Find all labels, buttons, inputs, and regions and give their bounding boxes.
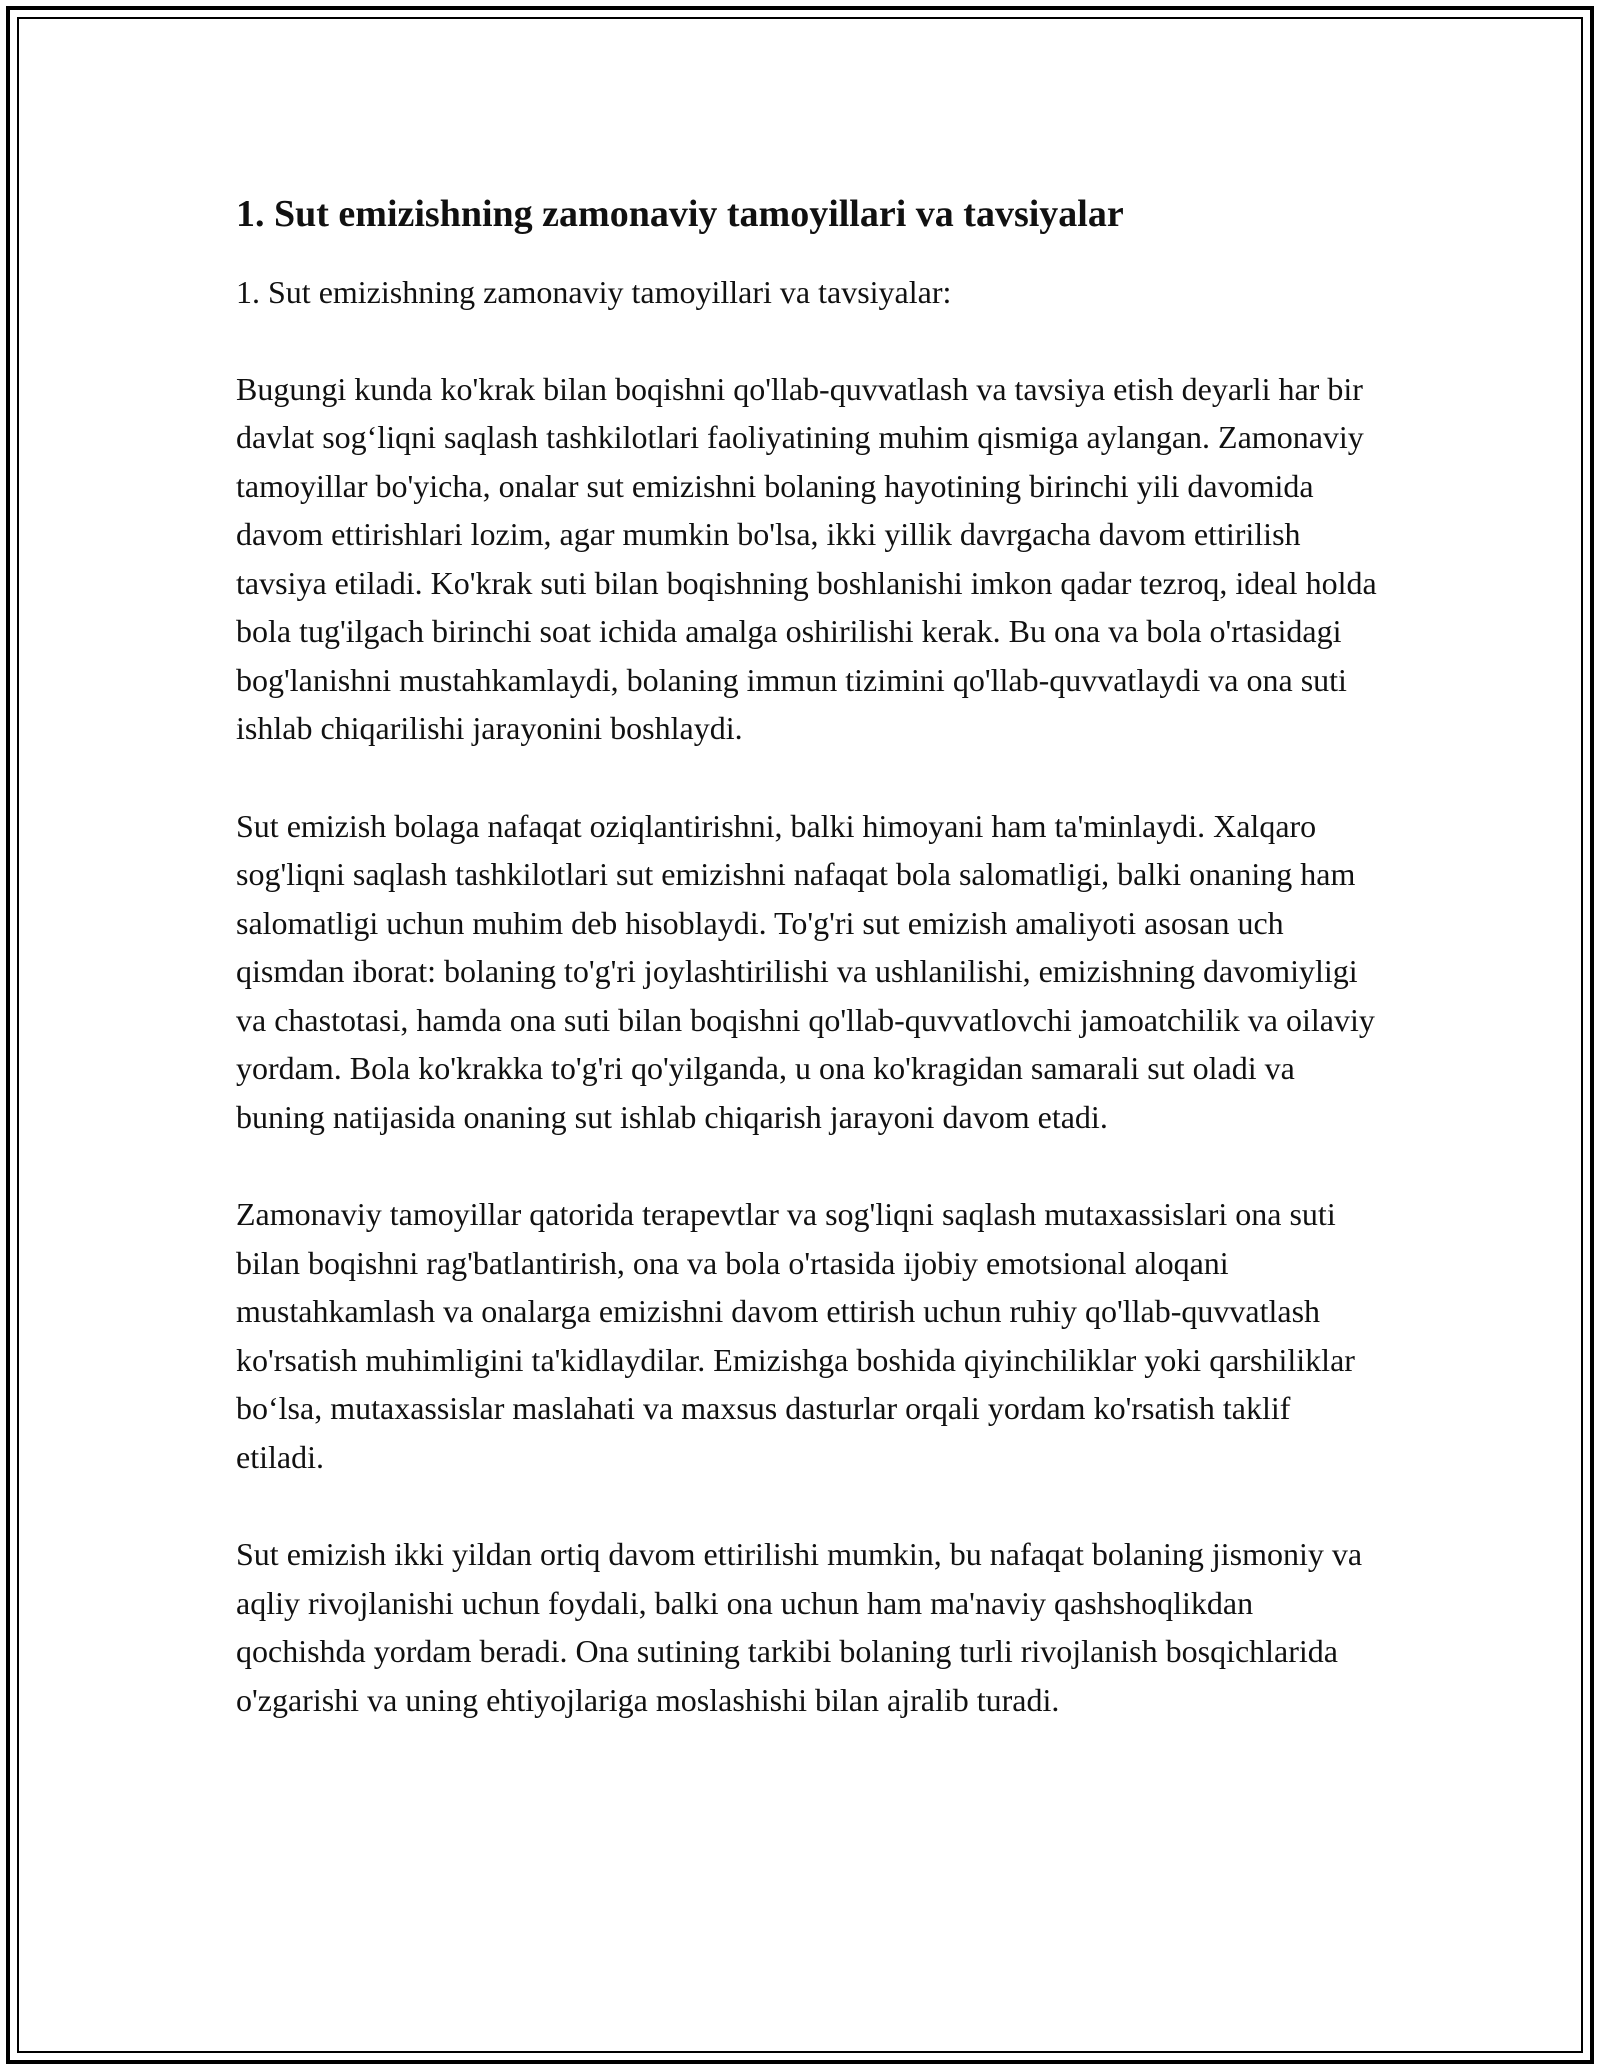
paragraph-3: Zamonaviy tamoyillar qatorida terapevtlar va sog'liqni saqlash mutaxassislari ona suti bilan boqishni rag'batlantirish, ona va bola o'rtasida ijobiy emotsional aloqani mustahkamlash va onalarga emizishni davom ettirish uchun ruhiy qo'llab-quvvatlash ko'rsatish muhimligini ta'kidlaydilar. Emizishga boshida qiyinchiliklar yoki qarshiliklar bo‘lsa, mutaxassislar maslahati va maxsus dasturlar orqali yordam ko'rsatish taklif etiladi. (236, 1196, 1355, 1475)
paragraph-1: Bugungi kunda ko'krak bilan boqishni qo'llab-quvvatlash va tavsiya etish deyarli har bir davlat sog‘liqni saqlash tashkilotlari faoliyatining muhim qismiga aylangan. Zamonaviy tamoyillar bo'yicha, onalar sut emizishni bolaning hayotining birinchi yili davomida davom ettirishlari lozim, agar mumkin bo'lsa, ikki yillik davrgacha davom ettirilish tavsiya etiladi. Ko'krak suti bilan boqishning boshlanishi imkon qadar tezroq, ideal holda bola tug'ilgach birinchi soat ichida amalga oshirilishi kerak. Bu ona va bola o'rtasidagi bog'lanishni mustahkamlaydi, bolaning immun tizimini qo'llab-quvvatlaydi va ona suti ishlab chiqarilishi jarayonini boshlaydi. (236, 370, 1377, 746)
section-subtitle: 1. Sut emizishning zamonaviy tamoyillari va tavsiyalar: (236, 274, 952, 310)
paragraph-2: Sut emizish bolaga nafaqat oziqlantirishni, balki himoyani ham ta'minlaydi. Xalqaro sog'liqni saqlash tashkilotlari sut emizishni nafaqat bola salomatligi, balki onaning ham salomatligi uchun muhim deb hisoblaydi. To'g'ri sut emizish amaliyoti asosan uch qismdan iborat: bolaning to'g'ri joylashtirilishi va ushlanilishi, emizishning davomiyligi va chastotasi, hamda ona suti bilan boqishni qo'llab-quvvatlovchi jamoatchilik va oilaviy yordam. Bola ko'krakka to'g'ri qo'yilganda, u ona ko'kragidan samarali sut oladi va buning natijasida onaning sut ishlab chiqarish jarayoni davom etadi. (236, 807, 1375, 1135)
paragraph-4: Sut emizish ikki yildan ortiq davom ettirilishi mumkin, bu nafaqat bolaning jismoniy va aqliy rivojlanishi uchun foydali, balki ona uchun ham ma'naviy qashshoqlikdan qochishda yordam beradi. Ona sutining tarkibi bolaning turli rivojlanish bosqichlarida o'zgarishi va uning ehtiyojlariga moslashishi bilan ajralib turadi. (236, 1536, 1363, 1718)
document-body (236, 184, 1386, 1773)
section-heading: 1. Sut emizishning zamonaviy tamoyillari va tavsiyalar (236, 193, 1124, 235)
